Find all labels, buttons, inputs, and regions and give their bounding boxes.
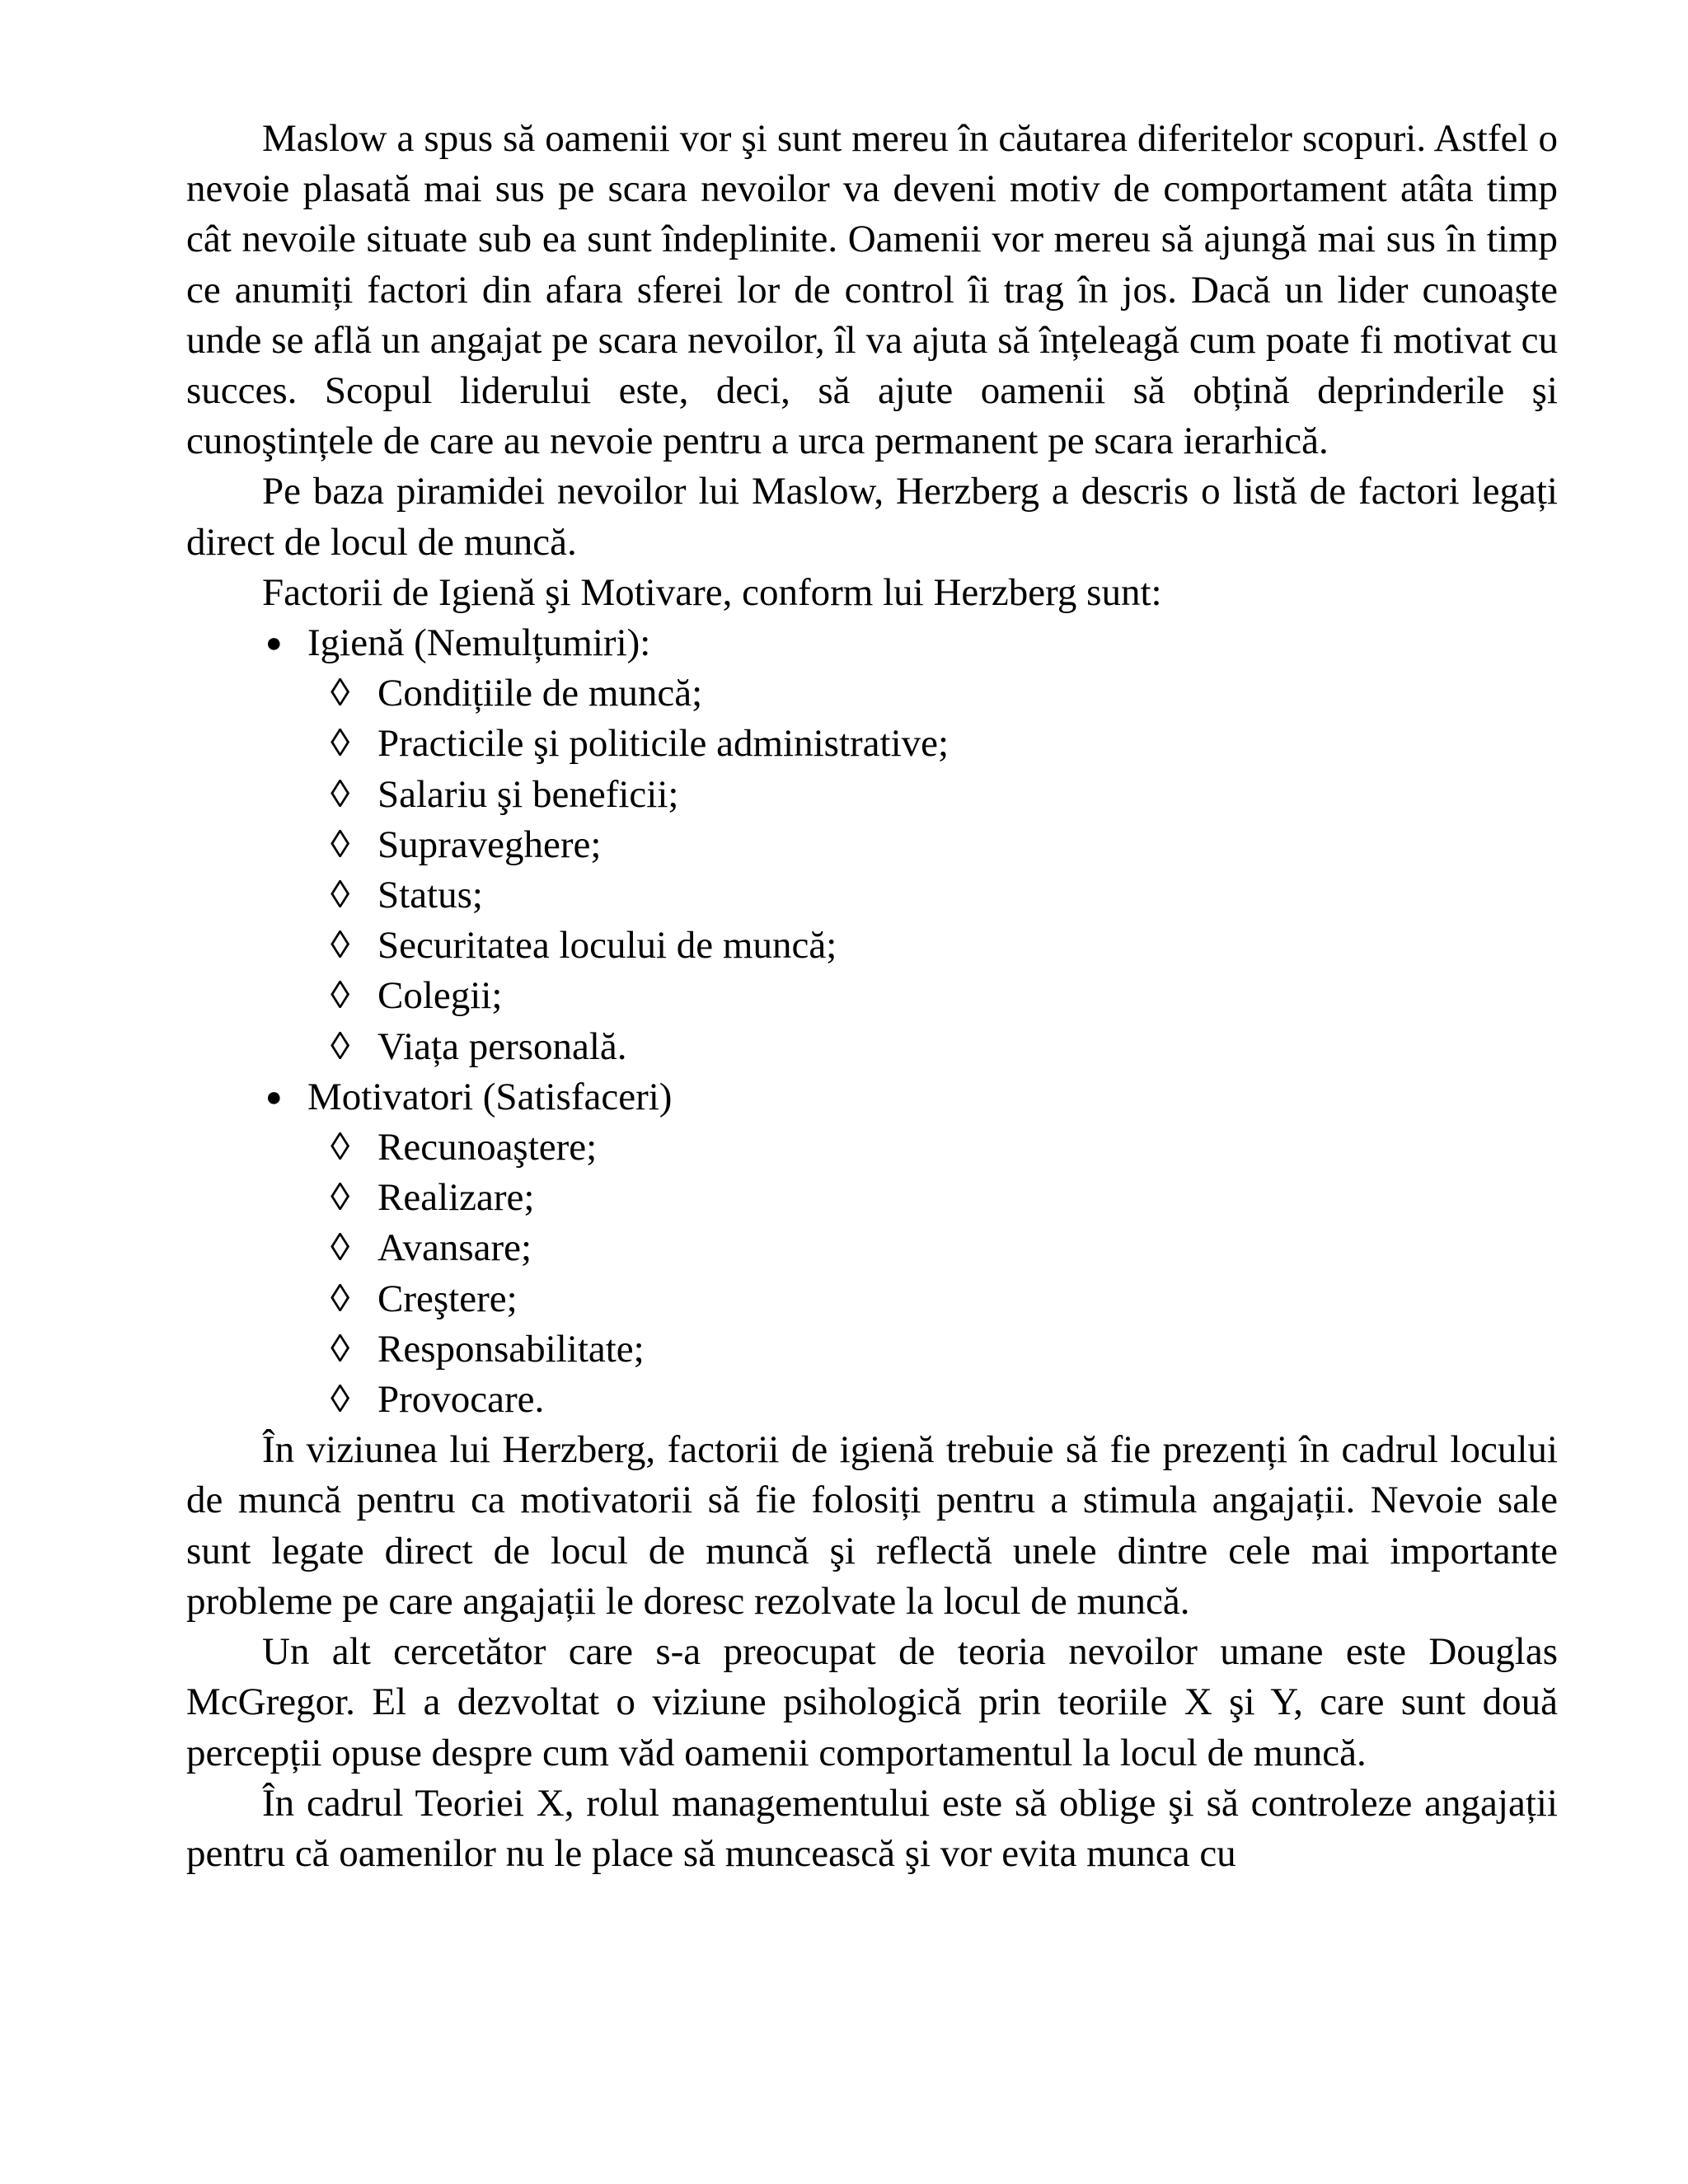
list-item-text: Practicile şi politicile administrative; [377, 722, 950, 766]
list-item [331, 1022, 1558, 1072]
diamond-icon: ◊ [331, 874, 350, 917]
list-item-text: Provocare. [377, 1378, 545, 1422]
list-group-title: Igienă (Nemulțumiri): [307, 621, 651, 665]
list-item-text: Salariu şi beneficii; [377, 772, 679, 816]
list-item [331, 971, 1558, 1021]
list-item [331, 921, 1558, 971]
hygiene-items [307, 668, 1558, 1072]
bullet-icon: ● [265, 1081, 283, 1113]
list-item [331, 1274, 1558, 1324]
list-item [331, 1223, 1558, 1273]
list-group-motivators [262, 1072, 1558, 1425]
list-item-text: Condițiile de muncă; [377, 672, 703, 715]
list-item-text: Securitatea locului de muncă; [377, 924, 837, 968]
diamond-icon: ◊ [331, 823, 350, 866]
list-item-text: Avansare; [377, 1226, 532, 1270]
list-item [331, 719, 1558, 769]
list-intro: Factorii de Igienă şi Motivare, conform lui Herzberg sunt: [262, 570, 1162, 614]
list-item [331, 870, 1558, 921]
list-item-text: Creştere; [377, 1277, 518, 1320]
diamond-icon: ◊ [331, 1176, 350, 1220]
list-item [331, 1324, 1558, 1375]
list-item [331, 770, 1558, 820]
list-item-text: Supraveghere; [377, 823, 602, 866]
list-item [331, 668, 1558, 719]
diamond-icon: ◊ [331, 1024, 350, 1068]
list-item-text: Responsabilitate; [377, 1327, 645, 1371]
diamond-icon: ◊ [331, 672, 350, 715]
paragraph-mcgregor: Un alt cercetător care s-a preocupat de teoria nevoilor umane este Douglas McGregor. El a dezvoltat o viziune psihologică prin teoriile X şi Y, care sunt două percepții opuse despre cum văd oamenii comportamentul la locul de muncă. [186, 1630, 1558, 1774]
diamond-icon: ◊ [331, 1327, 350, 1371]
diamond-icon: ◊ [331, 924, 350, 968]
list-item-text: Viața personală. [377, 1024, 627, 1068]
paragraph-maslow: Maslow a spus să oamenii vor şi sunt mereu în căutarea diferitelor scopuri. Astfel o nevoie plasată mai sus pe scara nevoilor va deveni motiv de comportament atâta timp cât nevoile situate sub ea sunt îndeplinite. Oamenii vor mereu să ajungă mai sus în timp ce anumiți factori din afara sferei lor de control îi trag în jos. Dacă un lider cunoaşte unde se află un angajat pe scara nevoilor, îl va ajuta să înțeleagă cum poate fi motivat cu succes. Scopul liderului este, deci, să ajute oamenii să obțină deprinderile şi cunoştințele de care au nevoie pentru a urca permanent pe scara ierarhică. [186, 117, 1558, 463]
diamond-icon: ◊ [331, 722, 350, 766]
paragraph-herzberg-view: În viziunea lui Herzberg, factorii de igienă trebuie să fie prezenți în cadrul locului de muncă pentru ca motivatorii să fie folosiți pentru a stimula angajații. Nevoie sale sunt legate direct de locul de muncă şi reflectă unele dintre cele mai importante probleme pe care angajații le doresc rezolvate la locul de muncă. [186, 1428, 1558, 1623]
list-item-text: Realizare; [377, 1176, 535, 1220]
diamond-icon: ◊ [331, 1277, 350, 1320]
diamond-icon: ◊ [331, 974, 350, 1018]
diamond-icon: ◊ [331, 1226, 350, 1270]
diamond-icon: ◊ [331, 1378, 350, 1422]
list-item [331, 1122, 1558, 1173]
list-group-title: Motivatori (Satisfaceri) [307, 1075, 673, 1118]
list-group-hygiene [262, 618, 1558, 1072]
diamond-icon: ◊ [331, 1126, 350, 1169]
list-item [331, 820, 1558, 870]
bullet-icon: ● [265, 628, 283, 659]
herzberg-factor-list [186, 618, 1558, 1425]
paragraph-theory-x: În cadrul Teoriei X, rolul managementului este să oblige şi să controleze angajații pentru că oamenilor nu le place să muncească şi vor evita munca cu [186, 1781, 1558, 1875]
list-item [331, 1173, 1558, 1223]
list-item-text: Colegii; [377, 974, 503, 1018]
document-page [186, 114, 1558, 1879]
paragraph-herzberg-intro: Pe baza piramidei nevoilor lui Maslow, Herzberg a descris o listă de factori legați direct de locul de muncă. [186, 470, 1558, 564]
list-item [331, 1375, 1558, 1425]
list-item-text: Status; [377, 874, 483, 917]
motivator-items [307, 1122, 1558, 1425]
diamond-icon: ◊ [331, 772, 350, 816]
list-item-text: Recunoaştere; [377, 1126, 598, 1169]
